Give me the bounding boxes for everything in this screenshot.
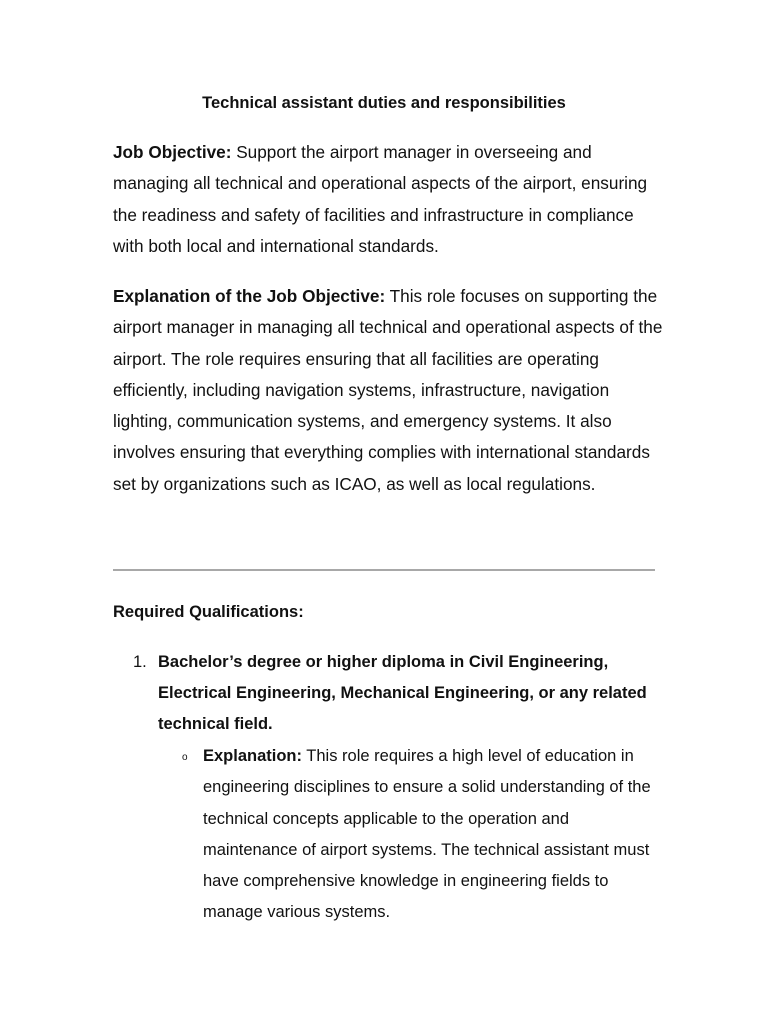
qualification-text: Bachelor’s degree or higher diploma in Civil Engineering, Electrical Engineering, Mechanical Engineering, or any related technical field. — [158, 653, 647, 733]
qualification-explanation-text: This role requires a high level of education in engineering disciplines to ensure a solid understanding of the technical concepts applicable to the operation and maintenance of airport systems. The technical assistant must have comprehensive knowledge in engineering fields to manage various systems. — [203, 747, 651, 922]
qualification-explanation-label: Explanation: — [203, 747, 303, 765]
qualifications-heading: Required Qualifications: — [113, 603, 304, 621]
horizontal-divider — [113, 569, 655, 571]
list-item-number: 1. — [133, 653, 147, 671]
job-objective-text: Support the airport manager in overseeing and managing all technical and operational aspects of the airport, ensuring the readiness and safety of facilities and infrastructure in compliance with both local and international standards. — [113, 142, 648, 256]
qualification-explanation — [203, 741, 665, 929]
explanation-text: This role focuses on supporting the airport manager in managing all technical and operational aspects of the airport. The role requires ensuring that all facilities are operating efficiently, including navigation systems, infrastructure, navigation lighting, communication systems, and emergency systems. It also involves ensuring that everything complies with international standards set by organizations such as ICAO, as well as local regulations. — [113, 286, 663, 494]
explanation-label: Explanation of the Job Objective: — [113, 286, 386, 306]
circle-bullet-icon: o — [182, 752, 188, 763]
job-objective-label: Job Objective: — [113, 142, 232, 162]
job-objective-paragraph — [113, 137, 663, 262]
explanation-paragraph — [113, 281, 663, 500]
document-title: Technical assistant duties and responsibilities — [202, 94, 566, 112]
